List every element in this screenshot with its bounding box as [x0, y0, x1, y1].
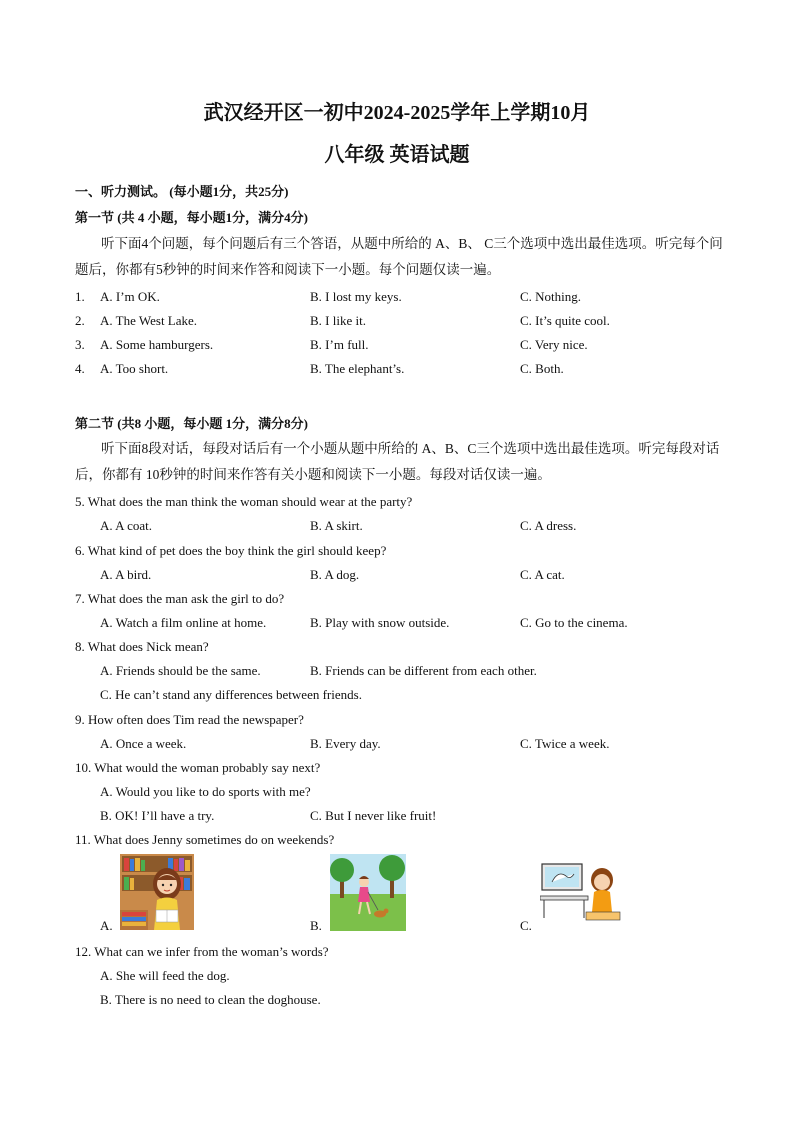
option-a: A. Watch a film online at home.	[100, 615, 267, 630]
exam-subtitle: 八年级 英语试题	[324, 144, 470, 166]
girl-watching-tv-picture	[540, 862, 622, 924]
option-b: B. I lost my keys.	[310, 289, 402, 304]
question-number: 4.	[75, 361, 85, 376]
option-a: A. Would you like to do sports with me?	[100, 784, 311, 799]
option-a: A. A coat.	[100, 518, 152, 533]
girl-walking-dog-picture	[330, 854, 406, 931]
option-c: C. It’s quite cool.	[520, 313, 610, 328]
option-a: A. Too short.	[100, 361, 169, 376]
option-a: A. She will feed the dog.	[100, 968, 230, 983]
question-stem: 10. What would the woman probably say next?	[75, 760, 321, 775]
exam-title: 武汉经开区一初中2024-2025学年上学期10月	[203, 102, 591, 124]
option-a: A. Some hamburgers.	[100, 337, 214, 352]
option-c: C. Nothing.	[520, 289, 582, 304]
option-b: B. The elephant’s.	[310, 361, 405, 376]
part1-heading: 一、听力测试。 (每小题1分，共25分)	[75, 184, 289, 199]
question-stem: 11. What does Jenny sometimes do on weekends?	[75, 832, 335, 847]
option-a-label: A.	[100, 918, 113, 933]
question-stem: 5. What does the man think the woman should wear at the party?	[75, 494, 413, 509]
option-c: C. A dress.	[520, 518, 577, 533]
option-a: A. Friends should be the same.	[100, 663, 261, 678]
question-stem: 8. What does Nick mean?	[75, 639, 209, 654]
section1-heading: 第一节 (共 4 小题，每小题1分，满分4分)	[75, 210, 308, 225]
question-number: 1.	[75, 289, 85, 304]
option-b: B. OK! I’ll have a try.	[100, 808, 215, 823]
question-stem: 9. How often does Tim read the newspaper?	[75, 712, 304, 727]
option-c: C. But I never like fruit!	[310, 808, 437, 823]
question-stem: 6. What kind of pet does the boy think the girl should keep?	[75, 543, 387, 558]
option-b-label: B.	[310, 918, 322, 933]
question-number: 2.	[75, 313, 85, 328]
option-c: C. Both.	[520, 361, 564, 376]
question-stem: 7. What does the man ask the girl to do?	[75, 591, 285, 606]
option-b: B. I like it.	[310, 313, 366, 328]
option-b: B. I’m full.	[310, 337, 369, 352]
option-b: B. There is no need to clean the doghouse.	[100, 992, 321, 1007]
option-b: B. A dog.	[310, 567, 360, 582]
option-a: A. A bird.	[100, 567, 152, 582]
option-b: B. Friends can be different from each other.	[310, 663, 537, 678]
question-number: 3.	[75, 337, 85, 352]
option-c: C. A cat.	[520, 567, 565, 582]
option-c: C. Twice a week.	[520, 736, 610, 751]
option-b: B. A skirt.	[310, 518, 363, 533]
section1-instruction: 听下面4个问题，每个问题后有三个答语，从题中所给的 A、B、 C三个选项中选出最佳选项。听完每个问题后，你都有5秒钟的时间来作答和阅读下一小题。每个问题仅读一遍。	[75, 236, 723, 277]
option-a: A. I’m OK.	[100, 289, 160, 304]
option-c: C. Very nice.	[520, 337, 588, 352]
option-c: C. He can’t stand any differences between friends.	[100, 687, 362, 702]
option-a: A. Once a week.	[100, 736, 187, 751]
section2-heading: 第二节 (共8 小题，每小题 1分，满分8分)	[75, 416, 308, 431]
option-a: A. The West Lake.	[100, 313, 198, 328]
option-b: B. Every day.	[310, 736, 381, 751]
question-stem: 12. What can we infer from the woman’s words?	[75, 944, 329, 959]
option-c-label: C.	[520, 918, 532, 933]
section2-instruction: 听下面8段对话，每段对话后有一个小题从题中所给的 A、B、C三个选项中选出最佳选项。听完每段对话后，你都有 10秒钟的时间来作答有关小题和阅读下一小题。每段对话仅读一遍。	[75, 441, 720, 482]
option-b: B. Play with snow outside.	[310, 615, 450, 630]
option-c: C. Go to the cinema.	[520, 615, 628, 630]
girl-reading-picture	[120, 854, 194, 930]
